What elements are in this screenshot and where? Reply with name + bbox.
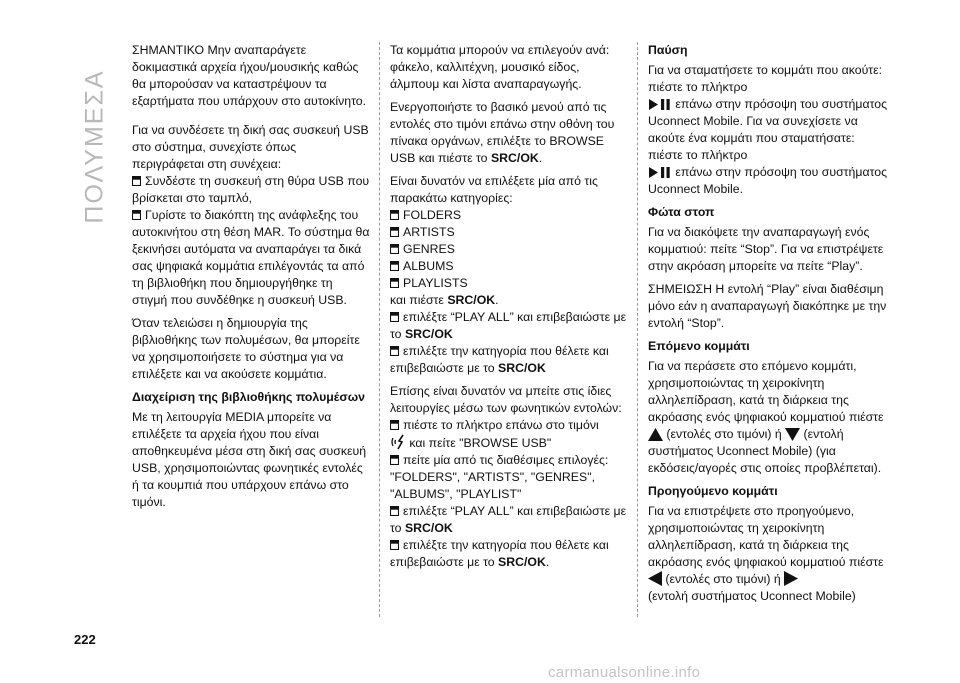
bullet-item: επιλέξτε την κατηγορία που θέλετε και επιβεβαιώστε με το SRC/OK. [390,538,609,569]
down-arrow-icon [785,428,800,441]
bullet-square-icon [390,227,399,237]
category-item: ARTISTS [390,224,630,241]
bullet-item: επιλέξτε “PLAY ALL” και επιβεβαιώστε με το SRC/OK [390,310,627,341]
bullet-square-icon [390,261,399,271]
press-text: και πιέστε SRC/OK. [390,293,499,307]
section-heading-stop: Φώτα στοπ [648,205,715,219]
src-ok-label: SRC/OK [404,327,453,341]
src-ok-label: SRC/OK [498,361,546,375]
library-text: Όταν τελειώσει η δημιουργία της βιβλιοθήκης των πολυμέσων, θα μπορείτε να χρησιμοποιήσετε το σύστημα για να επιλέξετε και να ακούσετε κομμάτια. [132,316,360,381]
category-item: ALBUMS [390,258,630,275]
choose-category-text: Είναι δυνατόν να επιλέξετε μία από τις παρακάτω κατηγορίες: [390,174,598,205]
important-note: ΣΗΜΑΝΤΙΚΟ Μην αναπαράγετε δοκιμαστικά αρχεία ήχου/μουσικής καθώς θα μπορούσαν να καταστρέψουν τα εξαρτήματα που υπάρχουν στο αυτοκίνητο. [132,43,367,108]
bullet-square-icon [390,346,399,356]
previous-track-text: Για να επιστρέψετε στο προηγούμενο, χρησιμοποιώντας τη χειροκίνητη αλληλεπίδραση, κατά τη διάρκεια της ακρόασης ενός ψηφιακού κομματιού πιέστε (εντολές στο τιμόνι) ή (εντολή συστήματος Uconnect Mobile) [648,504,884,603]
voice-line: και πείτε "BROWSE USB" [390,434,630,452]
bullet-item: πείτε μία από τις διαθέσιμες επιλογές: "FOLDERS", "ARTISTS", "GENRES", "ALBUMS", "PLAYLIST" [390,453,609,501]
left-arrow-icon [648,571,662,586]
section-side-title [74,36,116,256]
play-pause-icon [648,166,672,179]
bullet-square-icon [390,312,399,322]
voice-intro: Επίσης είναι δυνατόν να μπείτε στις ίδιες λειτουργίες μέσω των φωνητικών εντολών: [390,384,622,415]
bullet-item: επιλέξτε “PLAY ALL” και επιβεβαιώστε με το SRC/OK [390,504,627,535]
src-ok-label: SRC/OK [447,293,496,307]
bullet-square-icon [390,244,399,254]
bullet-item: πιέστε το πλήκτρο επάνω στο τιμόνι [390,417,630,434]
bullet-square-icon [390,278,399,288]
up-arrow-icon [648,428,663,441]
bullet-square-icon [132,210,141,220]
stop-text: Για να διακόψετε την αναπαραγωγή ενός κομματιού: πείτε “Stop”. Για να επιστρέψετε στην ακρόαση μπορείτε να πείτε “Play”. [648,225,884,273]
bullet-square-icon [390,210,399,220]
src-ok-label: SRC/OK [404,521,453,535]
section-heading-pause: Παύση [648,43,688,57]
column-1 [132,42,370,517]
column-divider [637,42,638,617]
usb-intro: Για να συνδέσετε τη δική σας συσκευή USB στο σύστημα, συνεχίστε όπως περιγράφεται στη συνέχεια: [132,123,369,171]
category-item: FOLDERS [390,207,630,224]
pause-text: Για να σταματήσετε το κομμάτι που ακούτε: πιέστε το πλήκτρο επάνω στην πρόσοψη του συστήματος Uconnect Mobile. Για να συνεχίσετε να ακούτε ένα κομμάτι που σταματήσατε: πιέστε το πλήκτρο επάνω στην πρόσοψη του συστήματος Uconnect Mobile. [648,63,888,196]
right-arrow-icon [784,571,798,586]
section-heading-previous: Προηγούμενο κομμάτι [648,484,778,498]
category-list [390,207,630,292]
column-2 [390,42,630,571]
section-side-title-text: ΠΟΛΥΜΕΣΑ [80,68,109,224]
play-pause-icon [648,98,672,111]
page-number: 222 [74,632,96,647]
bullet-square-icon [390,506,399,516]
bullet-square-icon [132,176,141,186]
browse-usb-text: Ενεργοποιήστε το βασικό μενού από τις εντολές στο τιμόνι επάνω στην οθόνη του πίνακα οργάνων, επιλέξτε το BROWSE USB και πιέστε το SRC/OK. [390,100,615,165]
voice-command-icon [390,434,406,450]
bullet-square-icon [390,420,399,430]
section-heading-next: Επόμενο κομμάτι [648,339,750,353]
column-3 [648,42,888,611]
section-heading: Διαχείριση της βιβλιοθήκης πολυμέσων [132,390,365,404]
watermark: carmanualsonline.info [548,664,701,681]
bullet-item: Συνδέστε τη συσκευή στη θύρα USB που βρίσκεται στο ταμπλό, [132,174,370,205]
bullet-item: Γυρίστε το διακόπτη της ανάφλεξης του αυτοκινήτου στη θέση MAR. Το σύστημα θα ξεκινήσει αυτόματα να αναπαράγει τα δικά σας ψηφιακά κομμάτια επιλέγοντάς τα από τη βιβλιοθήκη που δημιουργήθηκε τη στιγμή που συνδέθηκε η συσκευή USB. [132,208,370,307]
next-track-text: Για να περάσετε στο επόμενο κομμάτι, χρησιμοποιώντας τη χειροκίνητη αλληλεπίδραση, κατά τη διάρκεια της ακρόασης ενός ψηφιακού κομματιού πιέστε (εντολές στο τιμόνι) ή (εντολή συστήματος Uconnect Mobile) (για εκδόσεις/αγορές στις οποίες προβλέπεται). [648,359,884,475]
bullet-square-icon [390,455,399,465]
categories-intro: Τα κομμάτια μπορούν να επιλεγούν ανά: φάκελο, καλλιτέχνη, μουσικό είδος, άλμπουμ και λίστα αναπαραγωγής. [390,43,610,91]
media-text: Με τη λειτουργία MEDIA μπορείτε να επιλέξετε τα αρχεία ήχου που είναι αποθηκευμένα μέσα στη δική σας συσκευή USB, χρησιμοποιώντας φωνητικές εντολές ή τα κουμπιά που υπάρχουν επάνω στο τιμόνι. [132,410,367,509]
bullet-item: επιλέξτε την κατηγορία που θέλετε και επιβεβαιώστε με το SRC/OK [390,344,609,375]
bullet-square-icon [390,540,399,550]
category-item: GENRES [390,241,630,258]
stop-note: ΣΗΜΕΙΩΣΗ Η εντολή “Play” είναι διαθέσιμη μόνο εάν η αναπαραγωγή διακόπηκε με την εντολή “Stop”. [648,282,887,330]
category-item: PLAYLISTS [390,275,630,292]
column-divider [379,42,380,617]
src-ok-label: SRC/OK [490,151,539,165]
src-ok-label: SRC/OK [498,555,546,569]
